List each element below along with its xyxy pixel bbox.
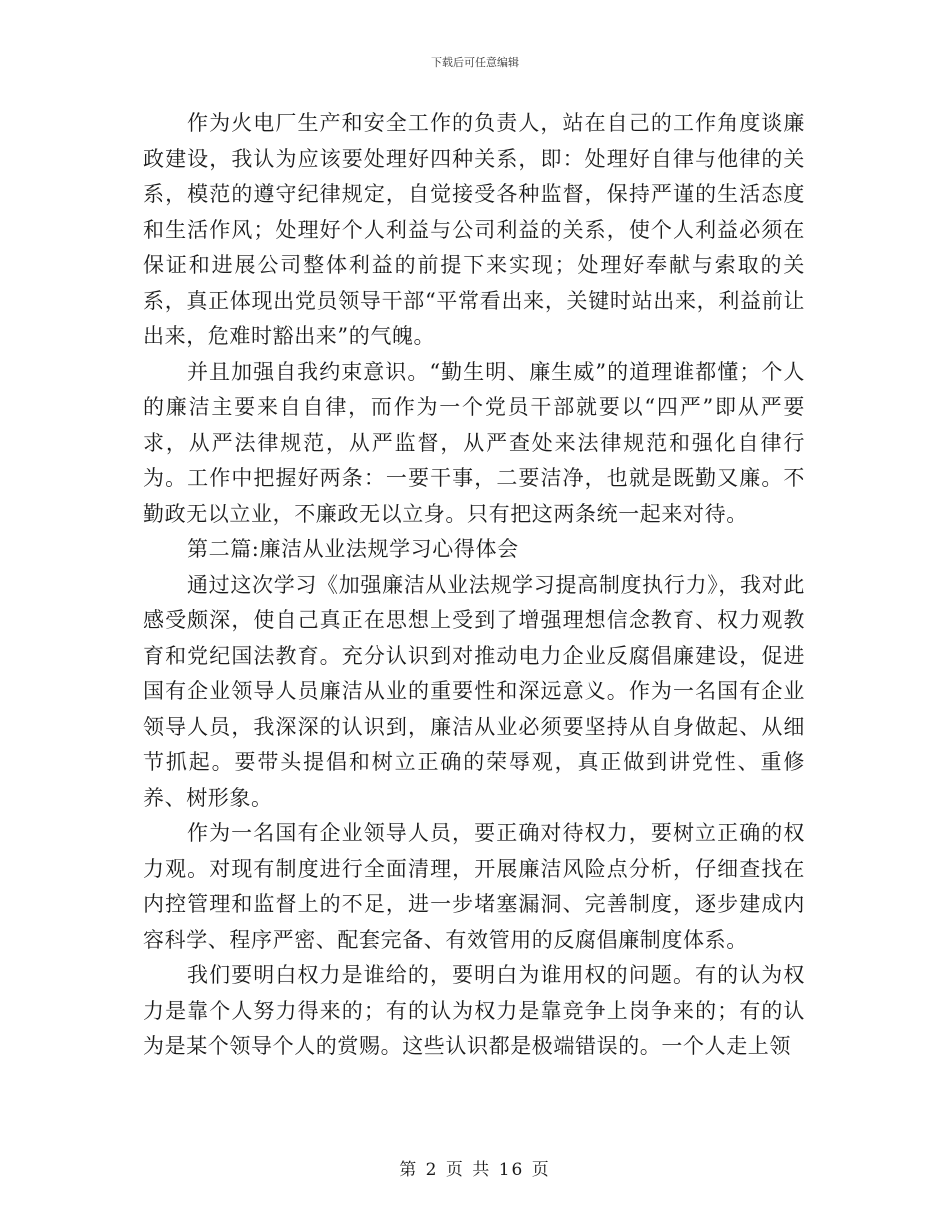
page-header-note: 下载后可任意编辑 bbox=[431, 56, 519, 69]
paragraph-5: 我们要明白权力是谁给的，要明白为谁用权的问题。有的认为权力是靠个人努力得来的；有的认为权力是靠竞争上岗争来的；有的认为是某个领导个人的赏赐。这些认识都是极端错误的。一个人走上领 bbox=[143, 963, 805, 1058]
paragraph-4: 作为一名国有企业领导人员，要正确对待权力，要树立正确的权力观。对现有制度进行全面清理，开展廉洁风险点分析，仔细查找在内控管理和监督上的不足，进一步堵塞漏洞、完善制度，逐步建成内容科学、程序严密、配套完备、有效管用的反腐倡廉制度体系。 bbox=[143, 821, 805, 952]
paragraph-1: 作为火电厂生产和安全工作的负责人，站在自己的工作角度谈廉政建设，我认为应该要处理好四种关系，即：处理好自律与他律的关系，模范的遵守纪律规定，自觉接受各种监督，保持严谨的生活态度和生活作风；处理好个人利益与公司利益的关系，使个人利益必须在保证和进展公司整体利益的前提下来实现；处理好奉献与索取的关系，真正体现出党员领导干部“平常看出来，关键时站出来，利益前让出来，危难时豁出来”的气魄。 bbox=[143, 111, 805, 348]
paragraph-2: 并且加强自我约束意识。“勤生明、廉生威”的道理谁都懂；个人的廉洁主要来自自律，而作为一个党员干部就要以“四严”即从严要求，从严法律规范，从严监督，从严查处来法律规范和强化自律行为。工作中把握好两条：一要干事，二要洁净，也就是既勤又廉。不勤政无以立业，不廉政无以立身。只有把这两条统一起来对待。 bbox=[143, 359, 805, 526]
document-body bbox=[143, 106, 805, 1065]
paragraph-3: 通过这次学习《加强廉洁从业法规学习提高制度执行力》，我对此感受颇深，使自己真正在思想上受到了增强理想信念教育、权力观教育和党纪国法教育。充分认识到对推动电力企业反腐倡廉建设，促进国有企业领导人员廉洁从业的重要性和深远意义。作为一名国有企业领导人员，我深深的认识到，廉洁从业必须要坚持从自身做起、从细节抓起。要带头提倡和树立正确的荣辱观，真正做到讲党性、重修养、树形象。 bbox=[143, 572, 805, 810]
section-heading: 第二篇:廉洁从业法规学习心得体会 bbox=[187, 537, 519, 561]
page-number: 第 2 页 共 16 页 bbox=[399, 1160, 551, 1180]
